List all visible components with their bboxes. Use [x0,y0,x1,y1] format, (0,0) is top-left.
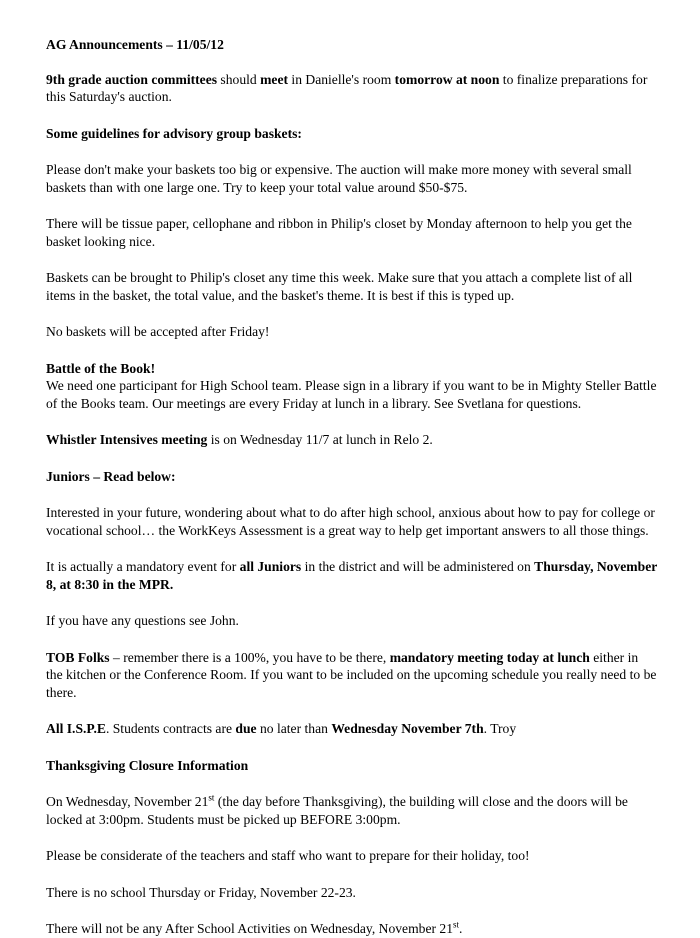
thanksgiving-no-school-paragraph: There is no school Thursday or Friday, November 22-23. [46,884,356,900]
guideline-dropoff-paragraph: Baskets can be brought to Philip's closet any time this week. Make sure that you attach a complete list of all items in the basket, the total value, and the basket's theme. It is best if this is typed up. [46,270,633,303]
page-title: AG Announcements – 11/05/12 [46,37,224,52]
juniors-workkeys-paragraph: Interested in your future, wondering about what to do after high school, anxious about how to pay for college or vocational school… the WorkKeys Assessment is a great way to help get important answers to all those things. [46,505,655,538]
battle-of-book-section [46,360,658,413]
guideline-deadline-paragraph: No baskets will be accepted after Friday! [46,324,270,339]
battle-heading: Battle of the Book! [46,360,156,376]
tob-folks-paragraph: TOB Folks – remember there is a 100%, you have to be there, mandatory meeting today at lunch either in the kitchen or the Conference Room. If you want to be included on the upcoming schedule you really need to be there. [46,649,657,700]
battle-text: We need one participant for High School team. Please sign in a library if you want to be in Mighty Steller Battle of the Books team. Our meetings are every Friday at lunch in a library. See Svetlana for questions. [46,378,657,411]
guidelines-heading: Some guidelines for advisory group baskets: [46,125,302,141]
whistler-paragraph: Whistler Intensives meeting is on Wednesday 11/7 at lunch in Relo 2. [46,432,433,447]
juniors-heading: Juniors – Read below: [46,468,176,484]
guideline-size-paragraph: Please don't make your baskets too big or expensive. The auction will make more money with several small baskets than with one large one. Try to keep your total value around $50-$75. [46,162,632,195]
thanksgiving-no-activities-paragraph: There will not be any After School Activities on Wednesday, November 21st. [46,919,463,936]
guideline-materials-paragraph: There will be tissue paper, cellophane and ribbon in Philip's closet by Monday afternoon to help you get the basket looking nice. [46,216,632,249]
ispe-contracts-paragraph: All I.S.P.E. Students contracts are due no later than Wednesday November 7th. Troy [46,721,517,736]
thanksgiving-considerate-paragraph: Please be considerate of the teachers and staff who want to prepare for their holiday, too! [46,848,530,863]
juniors-questions-paragraph: If you have any questions see John. [46,613,239,628]
thanksgiving-heading: Thanksgiving Closure Information [46,757,249,773]
juniors-mandatory-paragraph: It is actually a mandatory event for all Juniors in the district and will be administered on Thursday, November 8, at 8:30 in the MPR. [46,559,658,592]
auction-committee-paragraph: 9th grade auction committees should meet in Danielle's room tomorrow at noon to finalize preparations for this Saturday's auction. [46,71,648,104]
thanksgiving-closure-paragraph: On Wednesday, November 21st (the day before Thanksgiving), the building will close and the doors will be locked at 3:00pm. Students must be picked up BEFORE 3:00pm. [46,792,628,827]
